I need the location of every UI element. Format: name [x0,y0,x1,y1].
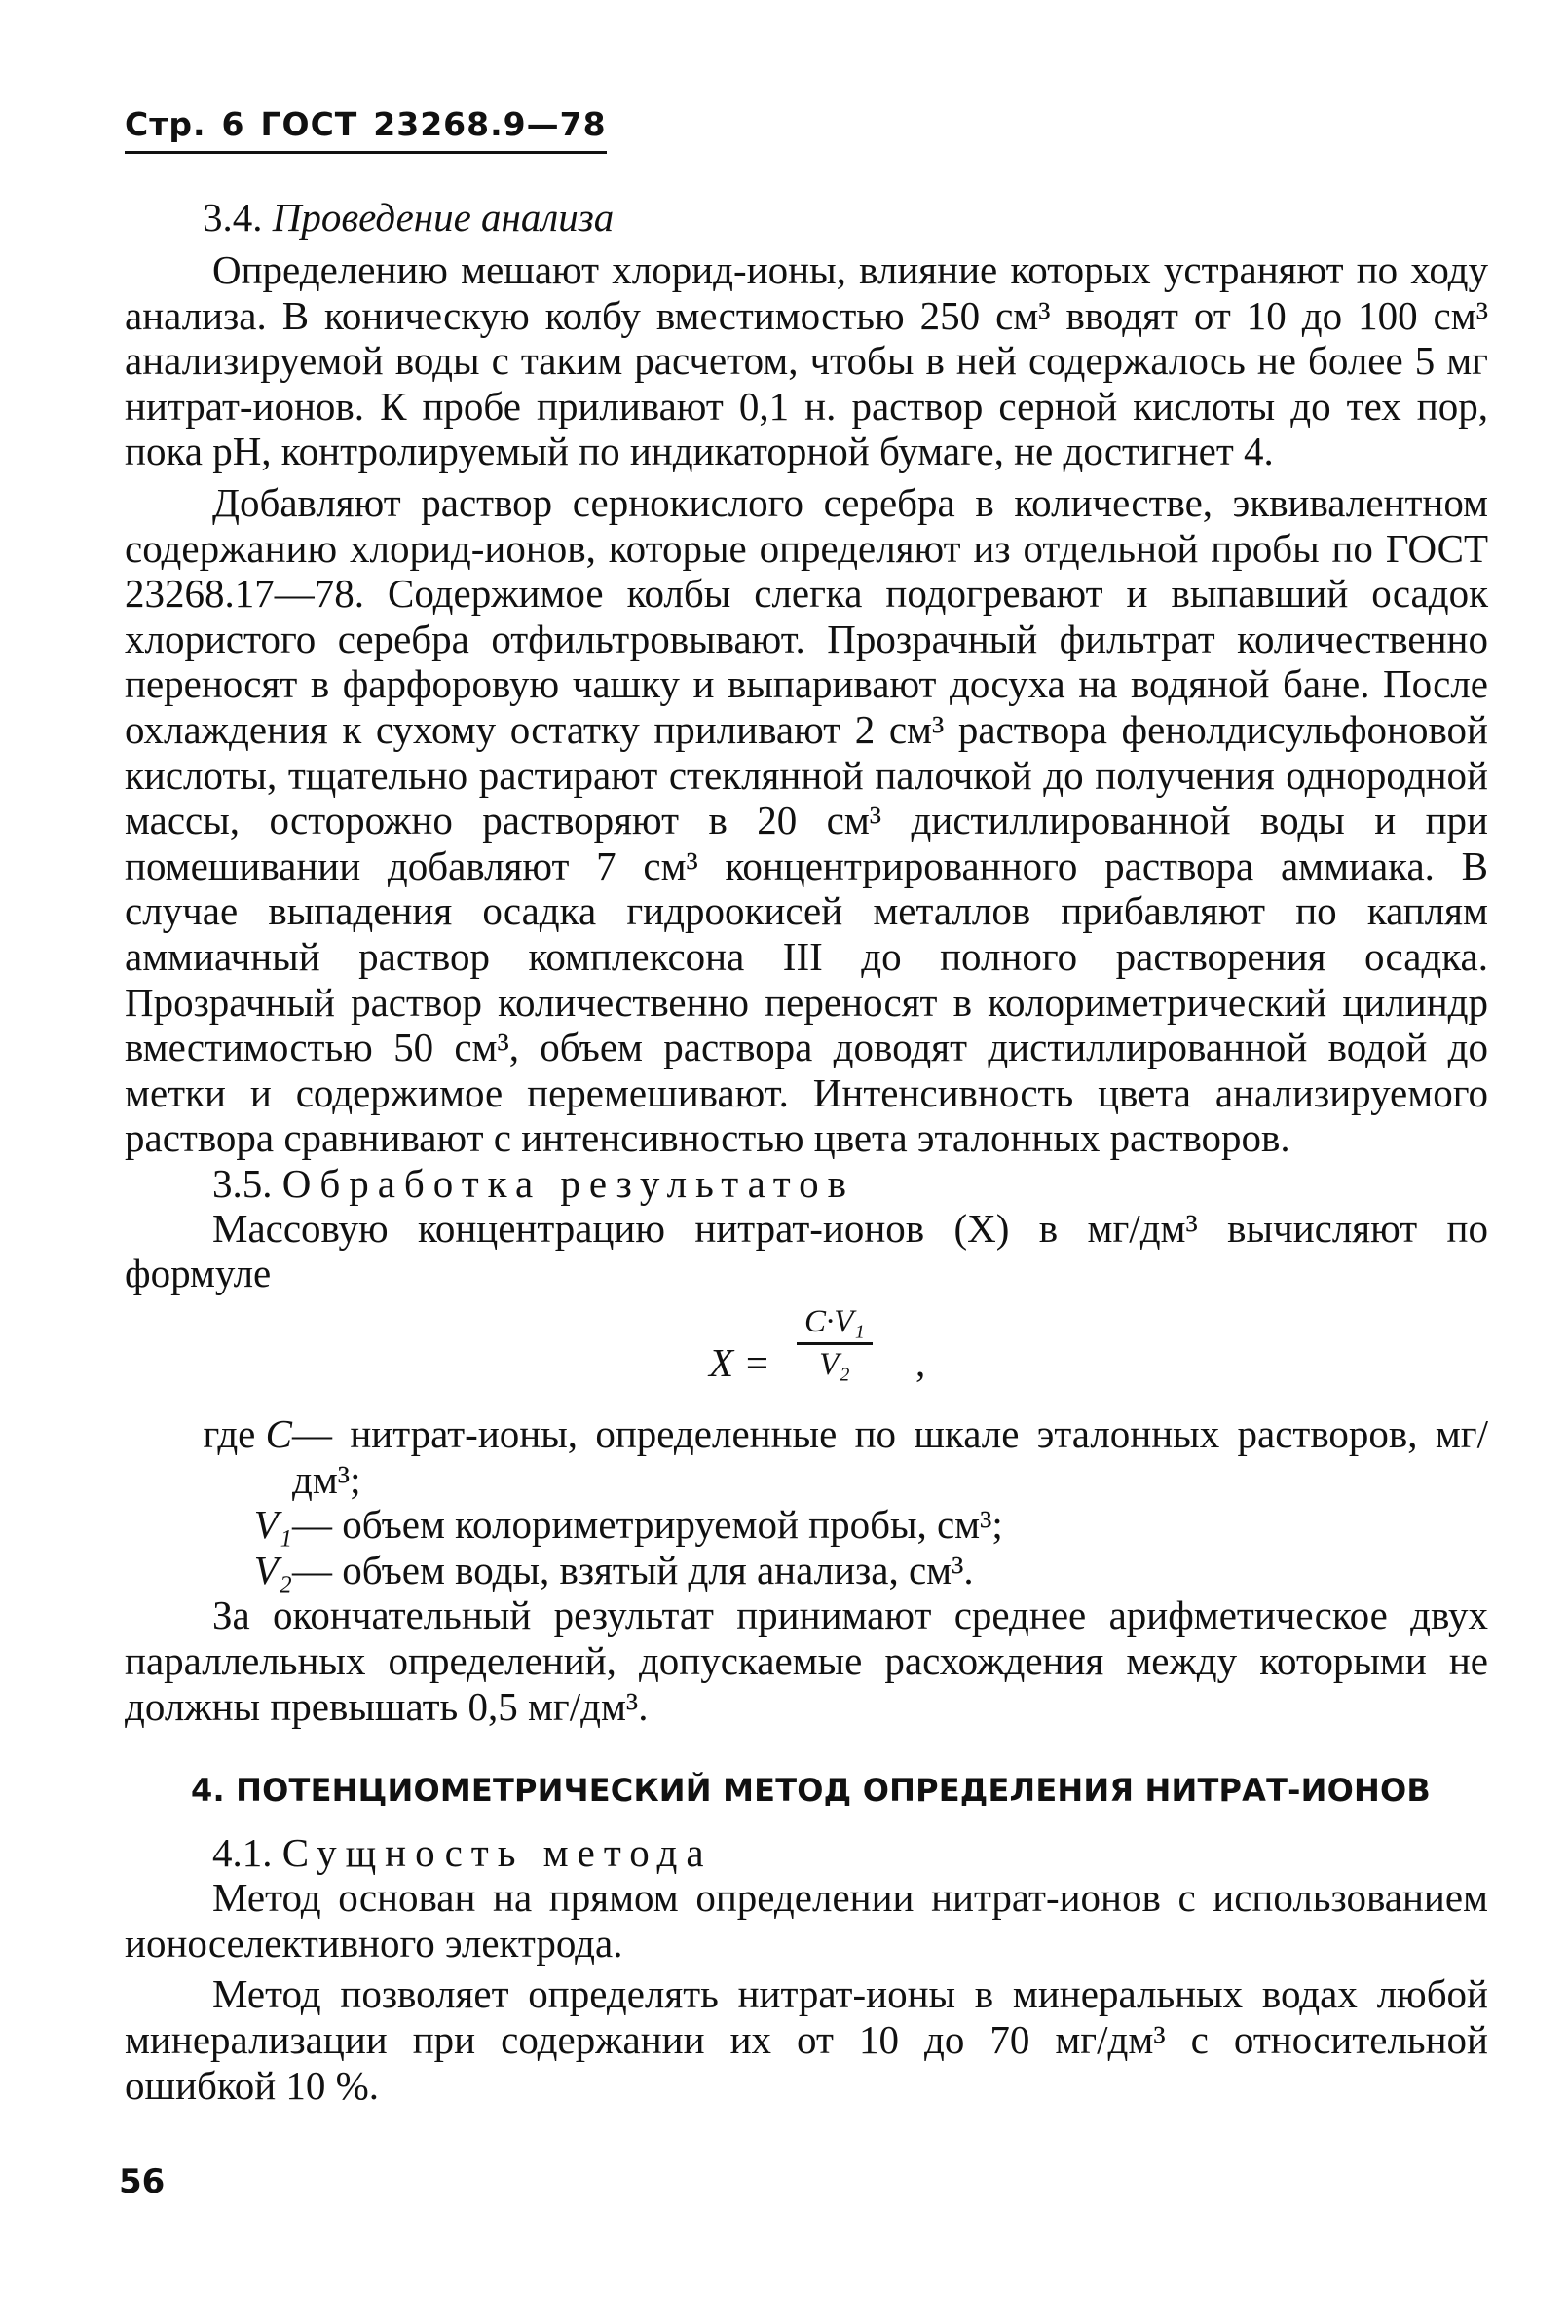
document-number: 23268.9—78 [373,105,607,143]
definition-v2-symbol: V₂ [253,1547,292,1593]
standard-label: ГОСТ [260,105,358,143]
section-3-4-heading [203,195,1488,240]
definition-c [125,1411,1488,1502]
section-3-4-paragraph-1: Определению мешают хлорид-ионы, влияние которых устраняют по ходу анализа. В коническую колбу вместимостью 250 см³ вводят от 10 до 100 см³ анализируемой воды с таким расчетом, чтобы в ней содержалось не более 5 мг нитрат-ионов. К пробе приливают 0,1 н. раствор серной кислоты до тех пор, пока рН, контролируемый по индикаторной бумаге, не достигнет 4. [125,247,1488,474]
where-label: где [203,1411,256,1457]
definition-v1-symbol: V₁ [253,1502,292,1548]
section-3-5-title: Обработка результатов [281,1160,856,1206]
section-3-5-heading [212,1161,1488,1206]
section-4-1-title: Сущность метода [281,1830,713,1876]
header-page-number: 6 [221,105,245,143]
section-3-5-paragraph-2: За окончательный результат принимают среднее арифметическое двух параллельных определений, допускаемые расхождения между которыми не должны превышать 0,5 мг/дм³. [125,1593,1488,1729]
section-3-4-number: 3.4. [203,195,263,240]
formula-numerator: C·V₁ [797,1304,873,1345]
definition-v1-text: — объем колориметрируемой пробы, см³; [292,1502,1003,1548]
section-3-4-title: Проведение анализа [272,195,615,240]
section-4-1-heading [212,1830,1488,1875]
page-number: 56 [119,2162,166,2201]
definition-v2 [125,1548,1488,1593]
definition-v1 [125,1502,1488,1548]
definition-v2-text: — объем воды, взятый для анализа, см³. [292,1547,974,1593]
concentration-formula [125,1296,1488,1411]
section-4-heading: 4. ПОТЕНЦИОМЕТРИЧЕСКИЙ МЕТОД ОПРЕДЕЛЕНИЯ НИТРАТ-ИОНОВ [191,1772,1432,1810]
formula-denominator: V₂ [819,1347,850,1383]
section-4-1-paragraph-2: Метод позволяет определять нитрат-ионы в минеральных водах любой минерализации при содержании их от 10 до 70 мг/дм³ с относительной ошибкой 10 %. [125,1971,1488,2108]
definition-c-text: — нитрат-ионы, определенные по шкале эталонных растворов, мг/дм³; [292,1411,1488,1502]
section-3-4-paragraph-2: Добавляют раствор сернокислого серебра в количестве, эквивалентном содержанию хлорид-ионов, которые определяют из отдельной пробы по ГОСТ 23268.17—78. Содержимое колбы слегка подогревают и выпавший осадок хлористого серебра отфильтровывают. Прозрачный фильтрат количественно переносят в фарфоровую чашку и выпаривают досуха на водяной бане. После охлаждения к сухому остатку приливают 2 см³ раствора фенолдисульфоновой кислоты, тщательно растирают стеклянной палочкой до получения однородной массы, осторожно растворяют в 20 см³ дистиллированной воды и при помешивании добавляют 7 см³ концентрированного раствора аммиака. В случае выпадения осадка гидроокисей металлов прибавляют по каплям аммиачный раствор комплексона III до полного растворения осадка. Прозрачный раствор количественно переносят в колориметрический цилиндр вместимостью 50 см³, объем раствора доводят дистиллированной водой до метки и содержимое перемешивают. Интенсивность цвета анализируемого раствора сравнивают с интенсивностью цвета эталонных растворов. [125,479,1488,1161]
running-header [125,105,607,154]
variable-definitions [125,1411,1488,1593]
formula-lhs: X = [709,1340,770,1386]
section-3-5-number: 3.5. [212,1160,273,1206]
section-3-5-paragraph-1: Массовую концентрацию нитрат-ионов (X) в мг/дм³ вычисляют по формуле [125,1205,1488,1296]
definition-c-symbol: где C [203,1411,292,1457]
formula-fraction [797,1304,873,1383]
formula-comma: , [915,1340,926,1386]
page-label: Стр. [125,105,206,143]
section-4-1-paragraph-1: Метод основан на прямом определении нитрат-ионов с использованием ионоселективного электрода. [125,1875,1488,1966]
section-4-1-number: 4.1. [212,1830,273,1876]
document-page [125,105,1488,2108]
